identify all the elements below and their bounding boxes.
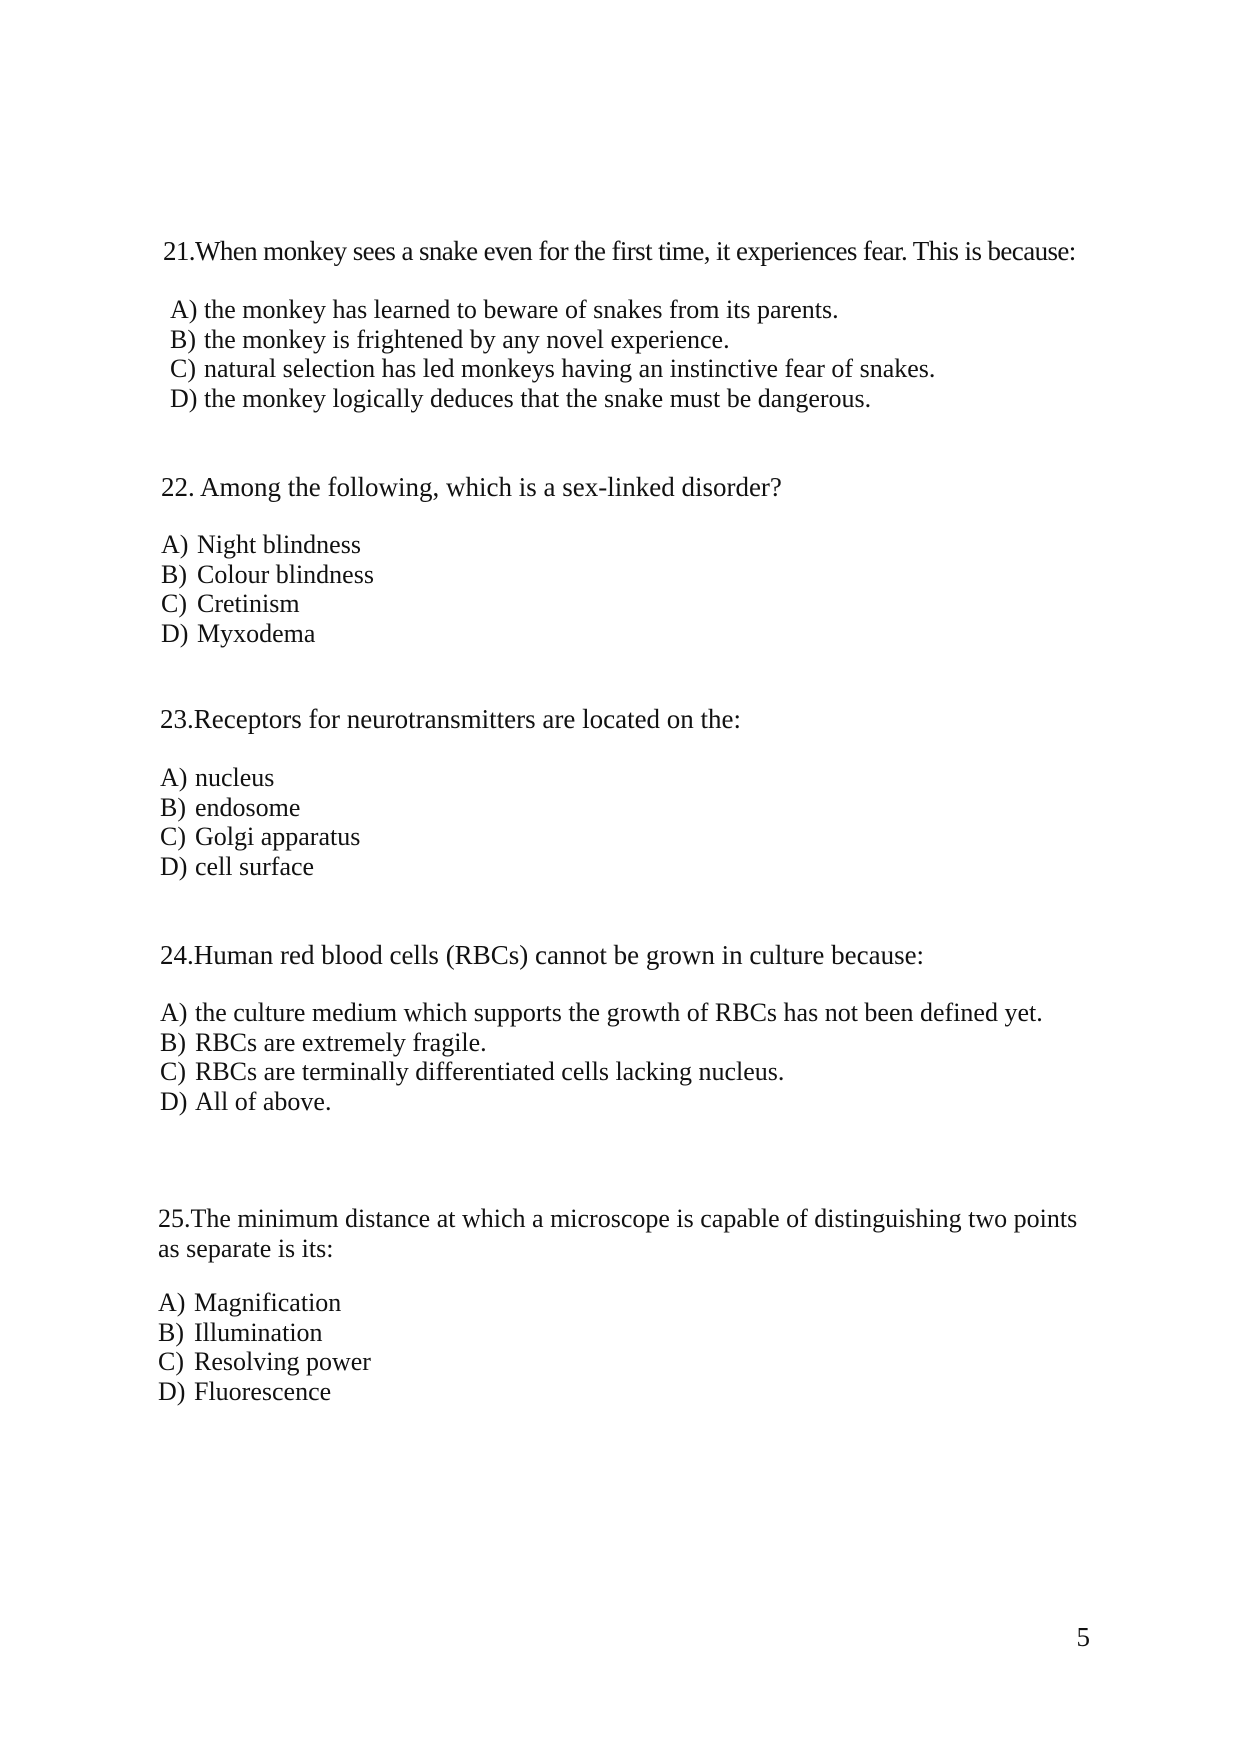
option-letter: D) [160,1086,188,1116]
question-number: 24. [160,940,194,970]
option-d [160,1087,1043,1117]
option-c [160,822,360,852]
option-letter: D) [158,1376,186,1406]
option-text: the monkey is frightened by any novel experience. [204,324,730,354]
option-d [161,619,374,649]
option-c [170,354,935,384]
option-c [160,1057,1043,1087]
option-text: Resolving power [194,1347,371,1376]
option-text: nucleus [195,763,275,792]
option-letter: B) [160,1027,186,1057]
option-letter: D) [160,851,188,881]
question-text [158,1204,1088,1264]
option-b [160,793,360,823]
option-text: Night blindness [197,530,361,559]
options-list [170,295,935,413]
option-letter: B) [170,324,196,354]
question-number: 21. [163,236,195,266]
option-letter: C) [170,354,196,383]
option-c [161,589,374,619]
question-text [160,704,741,734]
option-a [160,998,1043,1028]
question-number: 25. [158,1204,191,1233]
option-text: the culture medium which supports the growth of RBCs has not been defined yet. [195,998,1043,1027]
option-letter: A) [161,530,189,559]
option-text: natural selection has led monkeys having an instinctive fear of snakes. [204,354,936,383]
option-text: Colour blindness [197,559,374,589]
option-letter: A) [158,1288,186,1317]
option-text: endosome [195,792,301,822]
option-b [161,560,374,590]
option-c [158,1347,371,1377]
option-letter: A) [160,763,188,792]
option-letter: C) [160,822,186,851]
option-text: Illumination [194,1317,323,1347]
option-letter: C) [160,1057,186,1086]
option-letter: B) [158,1317,184,1347]
option-text: Magnification [194,1288,342,1317]
question-number: 22. [161,472,195,502]
option-text: All of above. [195,1086,332,1116]
option-d [160,852,360,882]
option-text: RBCs are terminally differentiated cells lacking nucleus. [195,1057,785,1086]
option-d [158,1377,371,1407]
page-number: 5 [1076,1622,1090,1652]
question-stem: The minimum distance at which a microscope is capable of distinguishing two points as separate is its: [158,1204,1078,1263]
question-text [160,940,924,970]
option-a [161,530,374,560]
option-text: Cretinism [197,589,300,618]
option-text: Golgi apparatus [195,822,361,851]
option-letter: B) [161,559,187,589]
option-text: RBCs are extremely fragile. [195,1027,487,1057]
option-text: the monkey logically deduces that the snake must be dangerous. [204,383,872,413]
option-letter: B) [160,792,186,822]
option-letter: C) [158,1347,184,1376]
question-stem: Human red blood cells (RBCs) cannot be grown in culture because: [193,940,925,970]
option-b [158,1318,371,1348]
question-stem: Among the following, which is a sex-linked disorder? [200,472,782,502]
options-list [160,763,360,881]
option-text: Myxodema [197,618,316,648]
option-b [170,325,935,355]
option-text: Fluorescence [194,1376,332,1406]
option-b [160,1028,1043,1058]
option-a [170,295,935,325]
options-list [161,530,374,648]
option-a [160,763,360,793]
question-text [161,472,782,502]
option-d [170,384,935,414]
question-stem: When monkey sees a snake even for the first time, it experiences fear. This is because: [194,236,1076,266]
option-letter: D) [170,383,198,413]
option-text: cell surface [195,851,315,881]
option-letter: C) [161,589,187,618]
option-letter: D) [161,618,189,648]
options-list [158,1288,371,1406]
question-stem: Receptors for neurotransmitters are located on the: [193,704,742,734]
options-list [160,998,1043,1116]
option-letter: A) [170,295,198,324]
question-text [163,236,1076,266]
option-a [158,1288,371,1318]
option-text: the monkey has learned to beware of snakes from its parents. [204,295,839,324]
option-letter: A) [160,998,188,1027]
question-number: 23. [160,704,194,734]
